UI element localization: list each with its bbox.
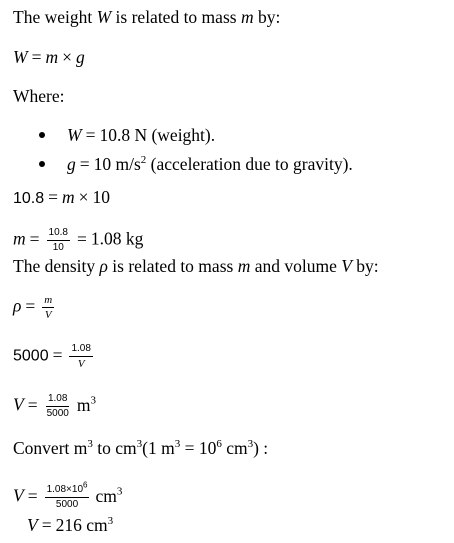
denominator: 10 <box>52 242 64 253</box>
text: by: <box>253 7 281 27</box>
value: 10.8 N (weight). <box>99 125 216 145</box>
value: 10 <box>92 187 111 207</box>
var-V: V <box>27 515 38 535</box>
density-substitution <box>13 343 96 370</box>
exponent: 6 <box>216 438 222 451</box>
density-relation-intro <box>13 255 379 277</box>
equals: = <box>85 125 96 145</box>
fraction <box>45 480 90 511</box>
exponent: 3 <box>174 438 181 451</box>
value: 1.08 kg <box>90 228 144 249</box>
var-V: V <box>341 256 352 276</box>
var-m: m <box>62 187 75 207</box>
text: (acceleration due to gravity). <box>146 154 353 174</box>
var-rho: ρ <box>99 256 108 276</box>
text: The density <box>13 256 100 276</box>
equals: = <box>27 394 38 415</box>
var-m: m <box>13 228 26 249</box>
denominator: 5000 <box>55 499 79 510</box>
numerator <box>45 480 90 498</box>
var-g: g <box>67 154 76 174</box>
text: Convert m <box>13 438 88 458</box>
text: cm <box>221 438 248 458</box>
equals: = <box>76 228 87 249</box>
where-label <box>13 85 65 107</box>
exponent: 6 <box>83 480 88 490</box>
var-m: m <box>237 256 251 276</box>
var-m: m <box>45 47 59 67</box>
numerator: 1.08 <box>46 393 69 407</box>
equals: = <box>79 154 90 174</box>
equals: = <box>41 515 52 535</box>
weight-relation-intro <box>13 6 280 28</box>
denominator: V <box>77 358 85 370</box>
exponent: 3 <box>107 515 114 528</box>
var-V: V <box>13 485 24 506</box>
numerator: 1.08 <box>69 343 92 357</box>
substitution-equation <box>13 186 110 210</box>
text: and volume <box>250 256 342 276</box>
denominator: V <box>44 309 52 321</box>
final-volume <box>27 514 113 536</box>
mass-result <box>13 227 143 254</box>
exponent: 3 <box>87 438 93 451</box>
value: 5000 <box>13 347 49 365</box>
weight-formula <box>13 46 85 68</box>
text: (1 m <box>142 438 175 458</box>
text: is related to mass <box>111 7 241 27</box>
given-weight <box>67 124 215 146</box>
conversion-instruction <box>13 437 268 459</box>
var-W: W <box>96 7 112 27</box>
value: 10.8 <box>13 190 45 207</box>
times: × <box>62 47 72 67</box>
text: The weight <box>13 7 97 27</box>
text: by: <box>351 256 379 276</box>
text: ) : <box>253 438 269 458</box>
value: 10 m/s <box>93 154 141 174</box>
exponent: 3 <box>247 438 254 451</box>
value: 216 cm <box>55 515 108 535</box>
equals: = <box>29 228 40 249</box>
text: to cm <box>92 438 137 458</box>
var-rho: ρ <box>13 295 22 316</box>
fraction <box>47 227 70 254</box>
given-gravity <box>67 153 353 175</box>
numerator: 10.8 <box>47 227 70 241</box>
text: = 10 <box>180 438 217 458</box>
denominator: 5000 <box>46 408 69 419</box>
volume-expression <box>13 393 96 420</box>
text: is related to mass <box>107 256 238 276</box>
exponent: 2 <box>140 154 147 167</box>
var-g: g <box>75 47 85 67</box>
exponent: 3 <box>136 438 143 451</box>
unit: cm <box>95 485 117 506</box>
volume-conversion <box>13 480 123 511</box>
bullet-icon <box>39 161 45 167</box>
text: Where: <box>13 86 65 106</box>
equals: = <box>25 295 36 316</box>
equals: = <box>27 485 38 506</box>
times: × <box>78 187 89 207</box>
numerator: m <box>44 294 53 306</box>
var-W: W <box>13 47 28 67</box>
bullet-icon <box>39 132 45 138</box>
equals: = <box>48 187 59 207</box>
fraction <box>42 294 54 321</box>
var-m: m <box>240 7 254 27</box>
density-formula <box>13 294 57 321</box>
unit: m <box>76 394 91 415</box>
fraction <box>45 393 71 420</box>
fraction <box>69 343 92 370</box>
var-V: V <box>13 394 24 415</box>
var-W: W <box>67 125 82 145</box>
equals: = <box>52 344 63 365</box>
equals: = <box>31 47 42 67</box>
exponent: 3 <box>90 394 96 407</box>
numerator-base: 1.08×10 <box>46 484 84 495</box>
exponent: 3 <box>116 485 123 498</box>
